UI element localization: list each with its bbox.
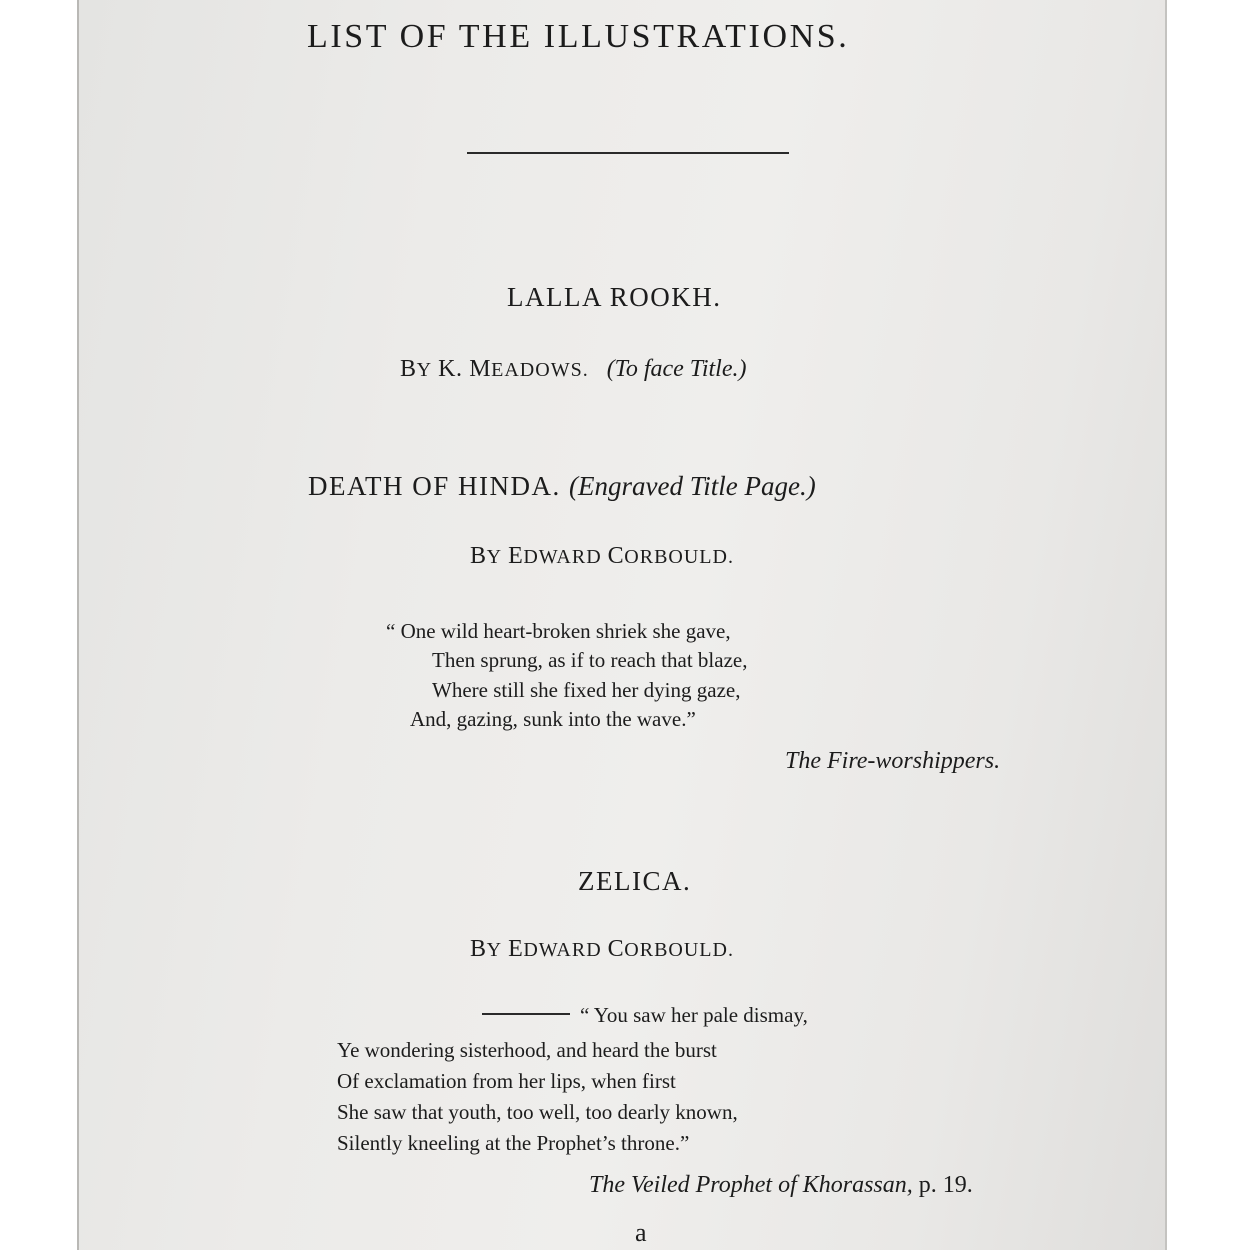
placement-note: (To face Title.) [606, 356, 747, 382]
artist-last-rest: ORBOULD. [624, 546, 734, 568]
heading-text: DEATH OF HINDA. [308, 471, 561, 501]
lead-dash-rule [482, 1013, 570, 1015]
section-heading-death-of-hinda [308, 471, 816, 502]
section-heading-zelica: ZELICA. [578, 866, 692, 896]
verse-attribution [589, 1172, 973, 1199]
artist-last-initial: C [607, 543, 625, 569]
verse-line: “ One wild heart-broken shriek she gave, [386, 619, 731, 643]
artist-last-rest: ORBOULD. [624, 939, 734, 961]
byline-meadows [400, 356, 746, 383]
by-prefix-small: Y [486, 939, 503, 961]
by-prefix-small: Y [416, 359, 433, 381]
placement-note: (Engraved Title Page.) [569, 471, 816, 501]
artist-first-rest: DWARD [523, 546, 602, 568]
artist-first-initial: E [508, 543, 524, 569]
artist-initial: K. M [438, 356, 492, 382]
verse-line: Where still she fixed her dying gaze, [432, 678, 741, 702]
section-heading-lalla-rookh: LALLA ROOKH. [507, 282, 722, 312]
signature-mark: a [635, 1218, 647, 1247]
by-prefix: B [470, 543, 487, 569]
title-rule [467, 152, 789, 154]
byline-corbould-1 [470, 543, 734, 570]
verse-line: She saw that youth, too well, too dearly known, [337, 1100, 738, 1124]
verse-line-first [482, 1001, 808, 1031]
attribution-title: The Veiled Prophet of Khorassan, [589, 1172, 913, 1198]
verse-line: And, gazing, sunk into the wave.” [410, 707, 696, 731]
artist-last-initial: C [607, 936, 625, 962]
attribution-page: p. 19. [918, 1172, 973, 1198]
by-prefix: B [470, 936, 487, 962]
verse-line: Of exclamation from her lips, when first [337, 1069, 676, 1093]
artist-rest: EADOWS. [491, 359, 589, 381]
verse-attribution: The Fire-worshippers. [785, 748, 1001, 774]
page-right-edge [1165, 0, 1167, 1250]
byline-corbould-2 [470, 936, 734, 963]
by-prefix-small: Y [486, 546, 503, 568]
verse-line: Then sprung, as if to reach that blaze, [432, 648, 748, 672]
by-prefix: B [400, 356, 417, 382]
page-title: LIST OF THE ILLUSTRATIONS. [307, 18, 850, 55]
page-left-edge [77, 0, 79, 1250]
verse-line: Ye wondering sisterhood, and heard the burst [337, 1038, 717, 1062]
verse-line: Silently kneeling at the Prophet’s throne.” [337, 1131, 690, 1155]
artist-first-initial: E [508, 936, 524, 962]
book-page [77, 0, 1167, 1250]
verse-text: “ You saw her pale dismay, [580, 1003, 808, 1027]
artist-first-rest: DWARD [523, 939, 602, 961]
